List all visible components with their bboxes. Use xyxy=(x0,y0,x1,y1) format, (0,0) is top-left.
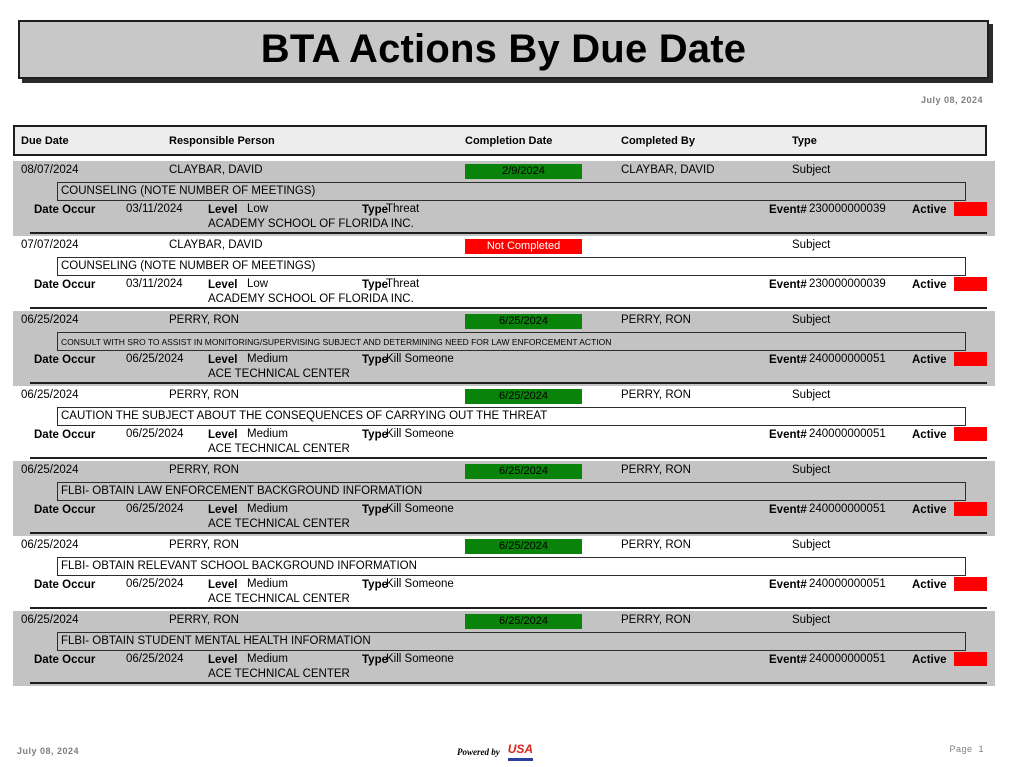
column-header-completion-date: Completion Date xyxy=(465,135,553,147)
threat-type-value: Kill Someone xyxy=(386,578,454,590)
event-label: Event# xyxy=(769,579,807,591)
subject-type: Subject xyxy=(792,464,831,476)
action-row xyxy=(13,386,995,461)
report-title: BTA Actions By Due Date xyxy=(260,27,747,71)
level-value: Medium xyxy=(247,353,288,365)
level-value: Low xyxy=(247,278,269,290)
event-number: 240000000051 xyxy=(809,578,886,590)
threat-type-value: Threat xyxy=(386,203,420,215)
event-label: Event# xyxy=(769,204,807,216)
active-flag: Y xyxy=(954,577,987,591)
row-divider xyxy=(30,382,987,384)
completed-by: PERRY, RON xyxy=(621,314,691,326)
date-occur-label: Date Occur xyxy=(34,279,96,291)
threat-type-label: Type xyxy=(362,654,388,666)
event-number: 230000000039 xyxy=(809,203,886,215)
completion-date-badge: Not Completed xyxy=(465,239,582,254)
completed-by: PERRY, RON xyxy=(621,464,691,476)
threat-type-value: Threat xyxy=(386,278,420,290)
row-divider xyxy=(30,682,987,684)
date-occur-label: Date Occur xyxy=(34,204,96,216)
due-date: 06/25/2024 xyxy=(21,389,79,401)
subject-type: Subject xyxy=(792,539,831,551)
level-label: Level xyxy=(208,354,238,366)
subject-type: Subject xyxy=(792,314,831,326)
school-name: ACADEMY SCHOOL OF FLORIDA INC. xyxy=(208,218,414,230)
active-flag: Y xyxy=(954,352,987,366)
action-description: CAUTION THE SUBJECT ABOUT THE CONSEQUENCES OF CARRYING OUT THE THREAT xyxy=(57,407,966,426)
responsible-person: PERRY, RON xyxy=(169,539,239,551)
active-flag: Y xyxy=(954,652,987,666)
event-number: 240000000051 xyxy=(809,353,886,365)
threat-type-value: Kill Someone xyxy=(386,653,454,665)
responsible-person: CLAYBAR, DAVID xyxy=(169,239,263,251)
action-row xyxy=(13,536,995,611)
active-label: Active xyxy=(912,204,947,216)
level-value: Medium xyxy=(247,428,288,440)
level-value: Medium xyxy=(247,578,288,590)
active-label: Active xyxy=(912,579,947,591)
subject-type: Subject xyxy=(792,389,831,401)
action-row xyxy=(13,236,995,311)
report-date: July 08, 2024 xyxy=(920,95,983,105)
powered-by xyxy=(457,742,533,761)
row-divider xyxy=(30,307,987,309)
threat-type-value: Kill Someone xyxy=(386,353,454,365)
row-divider xyxy=(30,232,987,234)
action-description: CONSULT WITH SRO TO ASSIST IN MONITORING/SUPERVISING SUBJECT AND DETERMINING NEED FOR LAW ENFORCEMENT ACTION xyxy=(57,332,966,351)
due-date: 06/25/2024 xyxy=(21,464,79,476)
event-number: 240000000051 xyxy=(809,503,886,515)
threat-type-label: Type xyxy=(362,429,388,441)
responsible-person: PERRY, RON xyxy=(169,464,239,476)
event-label: Event# xyxy=(769,429,807,441)
school-name: ACE TECHNICAL CENTER xyxy=(208,368,350,380)
date-occur-value: 06/25/2024 xyxy=(126,653,184,665)
active-flag: Y xyxy=(954,502,987,516)
footer-date: July 08, 2024 xyxy=(17,746,80,756)
powered-by-label: Powered by xyxy=(457,746,500,757)
level-value: Medium xyxy=(247,653,288,665)
level-label: Level xyxy=(208,279,238,291)
subject-type: Subject xyxy=(792,614,831,626)
completion-date-badge: 6/25/2024 xyxy=(465,389,582,404)
date-occur-label: Date Occur xyxy=(34,429,96,441)
level-label: Level xyxy=(208,204,238,216)
date-occur-label: Date Occur xyxy=(34,654,96,666)
threat-type-value: Kill Someone xyxy=(386,428,454,440)
school-name: ACE TECHNICAL CENTER xyxy=(208,518,350,530)
threat-type-label: Type xyxy=(362,204,388,216)
completed-by: PERRY, RON xyxy=(621,614,691,626)
active-flag: Y xyxy=(954,202,987,216)
action-description: FLBI- OBTAIN STUDENT MENTAL HEALTH INFORMATION xyxy=(57,632,966,651)
event-label: Event# xyxy=(769,504,807,516)
event-label: Event# xyxy=(769,354,807,366)
event-label: Event# xyxy=(769,279,807,291)
threat-type-value: Kill Someone xyxy=(386,503,454,515)
event-label: Event# xyxy=(769,654,807,666)
level-label: Level xyxy=(208,504,238,516)
threat-type-label: Type xyxy=(362,354,388,366)
due-date: 07/07/2024 xyxy=(21,239,79,251)
completed-by: PERRY, RON xyxy=(621,389,691,401)
level-label: Level xyxy=(208,579,238,591)
active-flag: Y xyxy=(954,427,987,441)
page-label: Page xyxy=(949,744,973,754)
event-number: 240000000051 xyxy=(809,653,886,665)
action-description: FLBI- OBTAIN RELEVANT SCHOOL BACKGROUND INFORMATION xyxy=(57,557,966,576)
due-date: 06/25/2024 xyxy=(21,614,79,626)
date-occur-value: 06/25/2024 xyxy=(126,503,184,515)
completion-date-badge: 6/25/2024 xyxy=(465,539,582,554)
row-divider xyxy=(30,532,987,534)
action-row xyxy=(13,311,995,386)
completion-date-badge: 2/9/2024 xyxy=(465,164,582,179)
active-label: Active xyxy=(912,279,947,291)
subject-type: Subject xyxy=(792,164,831,176)
column-header-responsible-person: Responsible Person xyxy=(169,135,275,147)
action-list xyxy=(13,161,995,686)
row-divider xyxy=(30,457,987,459)
school-name: ACE TECHNICAL CENTER xyxy=(208,593,350,605)
action-row xyxy=(13,161,995,236)
school-name: ACE TECHNICAL CENTER xyxy=(208,668,350,680)
column-header-type: Type xyxy=(792,135,817,147)
action-row xyxy=(13,611,995,686)
completed-by: CLAYBAR, DAVID xyxy=(621,164,715,176)
completed-by: PERRY, RON xyxy=(621,539,691,551)
due-date: 08/07/2024 xyxy=(21,164,79,176)
column-header-completed-by: Completed By xyxy=(621,135,695,147)
active-label: Active xyxy=(912,504,947,516)
date-occur-value: 03/11/2024 xyxy=(126,278,183,290)
event-number: 240000000051 xyxy=(809,428,886,440)
action-description: COUNSELING (NOTE NUMBER OF MEETINGS) xyxy=(57,257,966,276)
column-header-bar xyxy=(13,125,987,156)
responsible-person: PERRY, RON xyxy=(169,614,239,626)
column-header-due-date: Due Date xyxy=(21,135,69,147)
date-occur-value: 06/25/2024 xyxy=(126,578,184,590)
due-date: 06/25/2024 xyxy=(21,539,79,551)
completion-date-badge: 6/25/2024 xyxy=(465,464,582,479)
responsible-person: CLAYBAR, DAVID xyxy=(169,164,263,176)
level-value: Medium xyxy=(247,503,288,515)
active-label: Active xyxy=(912,654,947,666)
level-label: Level xyxy=(208,429,238,441)
subject-type: Subject xyxy=(792,239,831,251)
date-occur-label: Date Occur xyxy=(34,579,96,591)
threat-type-label: Type xyxy=(362,504,388,516)
action-row xyxy=(13,461,995,536)
action-description: FLBI- OBTAIN LAW ENFORCEMENT BACKGROUND INFORMATION xyxy=(57,482,966,501)
date-occur-value: 03/11/2024 xyxy=(126,203,183,215)
date-occur-label: Date Occur xyxy=(34,504,96,516)
page-value: 1 xyxy=(978,744,984,754)
completion-date-badge: 6/25/2024 xyxy=(465,614,582,629)
level-label: Level xyxy=(208,654,238,666)
date-occur-value: 06/25/2024 xyxy=(126,353,184,365)
row-divider xyxy=(30,607,987,609)
report-title-banner xyxy=(18,20,989,79)
school-name: ACE TECHNICAL CENTER xyxy=(208,443,350,455)
usa-logo: USA xyxy=(508,742,533,761)
page-number xyxy=(949,744,984,754)
threat-type-label: Type xyxy=(362,279,388,291)
date-occur-value: 06/25/2024 xyxy=(126,428,184,440)
date-occur-label: Date Occur xyxy=(34,354,96,366)
responsible-person: PERRY, RON xyxy=(169,314,239,326)
responsible-person: PERRY, RON xyxy=(169,389,239,401)
threat-type-label: Type xyxy=(362,579,388,591)
event-number: 230000000039 xyxy=(809,278,886,290)
action-description: COUNSELING (NOTE NUMBER OF MEETINGS) xyxy=(57,182,966,201)
active-label: Active xyxy=(912,429,947,441)
level-value: Low xyxy=(247,203,269,215)
active-flag: Y xyxy=(954,277,987,291)
completion-date-badge: 6/25/2024 xyxy=(465,314,582,329)
active-label: Active xyxy=(912,354,947,366)
due-date: 06/25/2024 xyxy=(21,314,79,326)
school-name: ACADEMY SCHOOL OF FLORIDA INC. xyxy=(208,293,414,305)
